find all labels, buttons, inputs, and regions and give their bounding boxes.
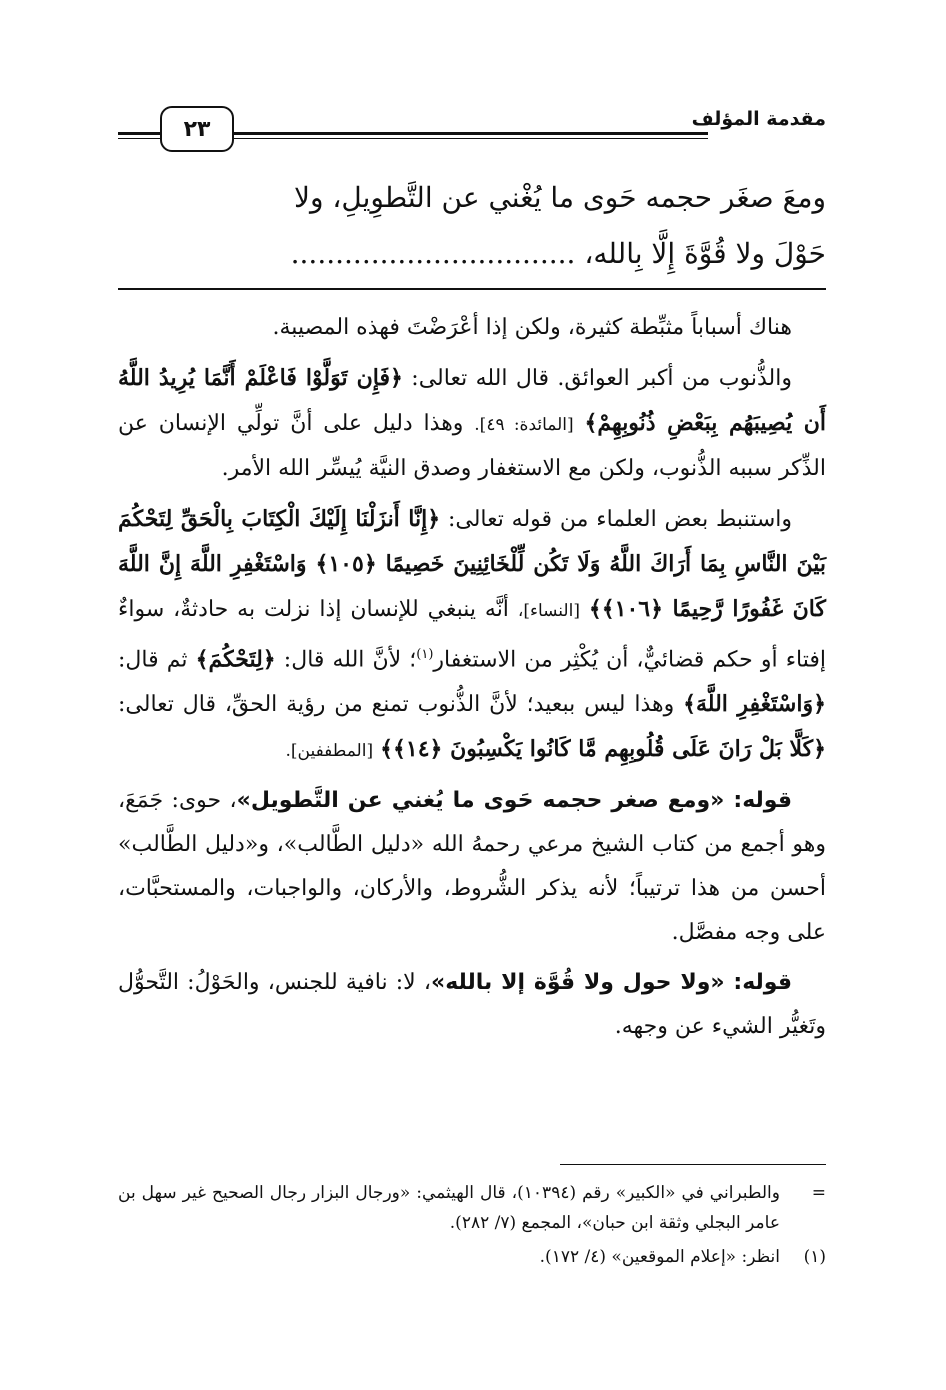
- footnote-text: انظر: «إعلام الموقعين» (٤/ ١٧٢).: [539, 1247, 780, 1267]
- p2-text-b: وهذا دليل على أنَّ تولِّي الإنسان عن الذِّكر سببه الذُّنوب، ولكن مع الاستغفار وصدق النيَّة يُيسِّر الله الأمر.: [118, 411, 826, 481]
- p4-text: ، حوى: جَمَعَ، وهو أجمع من كتاب الشيخ مرعي رحمهُ الله «دليل الطَّالب»، و«دليل الطَّالب» أحسن من هذا ترتيباً؛ لأنه يذكر الشُّروط، والأركان، والواجبات، والمستحبَّات، على وجه مفصَّل.: [118, 788, 826, 946]
- matn-line-2: [118, 226, 826, 282]
- matn-line-2-text: حَوْلَ ولا قُوَّةَ إِلَّا بِالله،: [584, 237, 826, 270]
- paragraph-2: [118, 356, 826, 491]
- footnote-continued: [118, 1178, 826, 1238]
- section-title: مقدمة المؤلف: [691, 108, 826, 130]
- footnotes: [118, 1178, 826, 1276]
- quran-verse-mutaffifin: ﴿كَلَّا بَلْ رَانَ عَلَى قُلُوبِهِم مَّا كَانُوا يَكْسِبُونَ ﴿١٤﴾﴾: [380, 736, 826, 763]
- p5-text: ، لا: نافية للجنس، والحَوْلُ: التَّحوُّل وتَغيُّر الشيء عن وجهه.: [118, 970, 826, 1040]
- matn-dots: ................................: [290, 237, 576, 270]
- verse-reference-mutaffifin: [المطففين].: [285, 741, 374, 762]
- page-number: ٢٣: [160, 106, 234, 152]
- footnote-mark: (١): [803, 1247, 826, 1267]
- footnote-mark: =: [811, 1183, 826, 1203]
- quran-verse-nisa: ﴿إِنَّا أَنزَلْنَا إِلَيْكَ الْكِتَابَ بِالْحَقِّ لِتَحْكُمَ بَيْنَ النَّاسِ بِمَا أَرَاكَ اللَّهُ وَلَا تَكُن لِّلْخَائِنِينَ خَصِيمًا ﴿١٠٥﴾ وَاسْتَغْفِرِ اللَّهَ إِنَّ اللَّهَ كَانَ غَفُورًا رَّحِيمًا ﴿١٠٦﴾﴾: [118, 506, 826, 622]
- quran-verse-maidah: ﴿فَإِن تَوَلَّوْا فَاعْلَمْ أَنَّمَا يُرِيدُ اللَّهُ أَن يُصِيبَهُم بِبَعْضِ ذُنُوبِهِمْ﴾: [118, 365, 826, 436]
- qawluh-label-1: قوله: «ومع صغر حجمه حَوى ما يُغني عن التَّطويل»: [236, 788, 792, 814]
- verse-reference-nisa: [النساء]،: [517, 601, 580, 621]
- footnote-marker-1: (١): [416, 647, 434, 662]
- matn-line-1: ومعَ صغَر حجمه حَوى ما يُغْني عن التَّطوِيلِ، ولا: [294, 181, 826, 214]
- page-header: [118, 100, 826, 160]
- footnote-1: [118, 1242, 826, 1272]
- matn-block: [118, 170, 826, 282]
- p3-text-b: أنَّه ينبغي للإنسان إذا نزلت به حادثةٌ، سواءٌ إفتاء أو حكم قضائيٌّ، أن يُكْثِر من الاستغفار: [118, 597, 827, 673]
- p3-text-d: ثم قال:: [118, 647, 188, 673]
- matn-divider: [118, 288, 826, 290]
- p3-text-a: واستنبط بعض العلماء من قوله تعالى:: [447, 507, 793, 532]
- qawluh-label-2: قوله: «ولا حول ولا قُوَّة إلا بالله»: [431, 970, 793, 996]
- paragraph-4: [118, 779, 826, 955]
- paragraph-1: هناك أسباباً مثبِّطة كثيرة، ولكن إذا أعْرَضْتَ فهذه المصيبة.: [272, 315, 792, 340]
- paragraph-3: [118, 497, 826, 773]
- footnote-text: والطبراني في «الكبير» رقم (١٠٣٩٤)، قال الهيثمي: «ورجال البزار رجال الصحيح غير سهل بن عامر البجلي وثقة ابن حبان»، المجمع (٧/ ٢٨٢).: [118, 1183, 780, 1233]
- quran-word-istaghfir: ﴿وَاسْتَغْفِرِ اللَّهَ﴾: [683, 691, 826, 718]
- paragraph-5: [118, 961, 826, 1049]
- commentary-body: [118, 306, 826, 1055]
- quran-word-litahkuma: ﴿لِتَحْكُمَ﴾: [195, 646, 276, 673]
- footnote-divider: [560, 1164, 826, 1165]
- p3-text-c: ؛ لأنَّ الله قال:: [283, 647, 417, 673]
- p2-text-a: والذُّنوب من أكبر العوائق. قال الله تعالى:: [411, 366, 792, 391]
- p3-text-e: وهذا ليس ببعيد؛ لأنَّ الذُّنوب تمنع من رؤية الحقِّ، قال تعالى:: [118, 692, 675, 718]
- verse-reference-maidah: [المائدة: ٤٩].: [474, 415, 574, 435]
